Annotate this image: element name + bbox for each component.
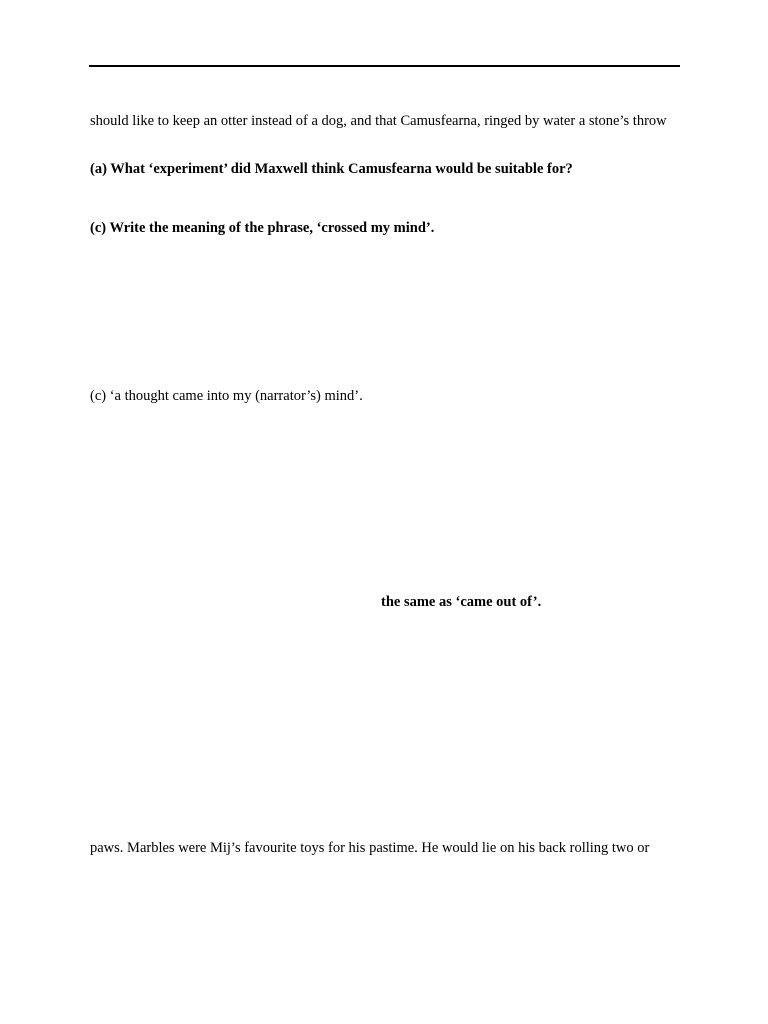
passage-line-otter: should like to keep an otter instead of a dog, and that Camusfearna, ringed by water a stone’s throw	[90, 113, 667, 129]
header-rule	[89, 65, 680, 67]
fragment-came-out-of: the same as ‘came out of’.	[381, 594, 542, 610]
question-c-phrase-meaning: (c) Write the meaning of the phrase, ‘crossed my mind’.	[90, 220, 435, 236]
passage-line-marbles: paws. Marbles were Mij’s favourite toys for his pastime. He would lie on his back rolling two or	[90, 840, 650, 856]
answer-c-thought: (c) ‘a thought came into my (narrator’s) mind’.	[90, 388, 363, 404]
question-a-experiment: (a) What ‘experiment’ did Maxwell think Camusfearna would be suitable for?	[90, 161, 573, 177]
